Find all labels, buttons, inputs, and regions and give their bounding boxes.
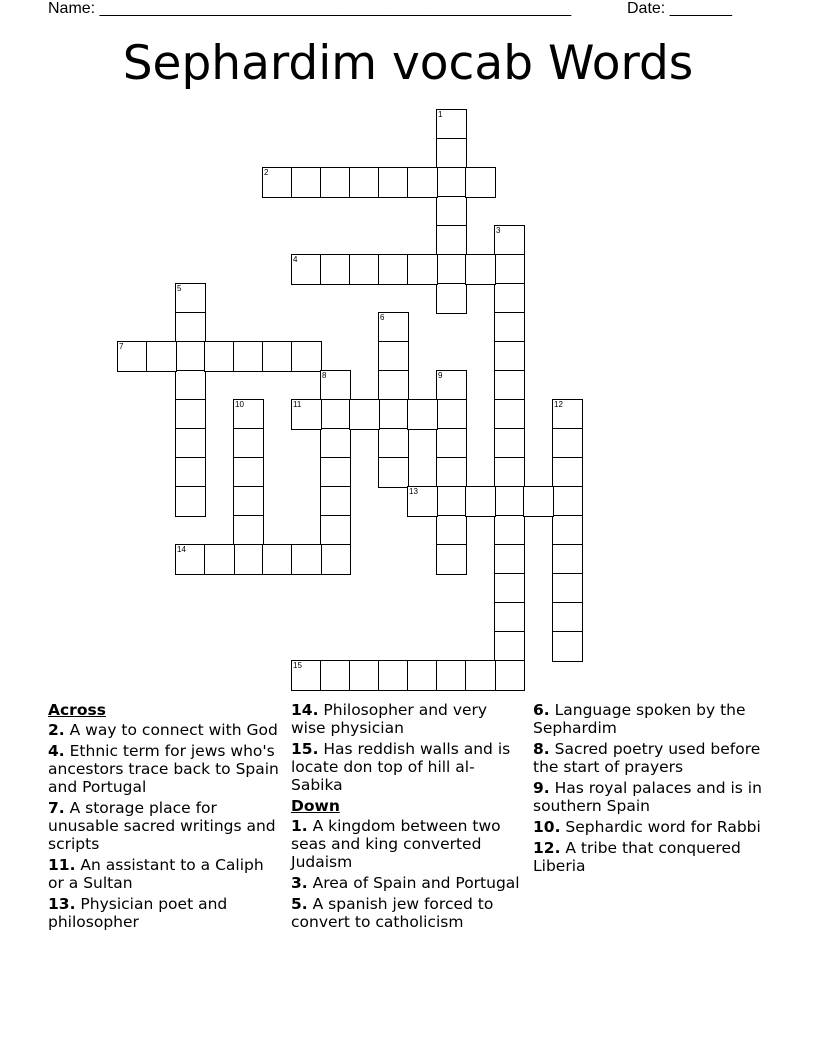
grid-cell[interactable] [407,399,438,430]
grid-cell[interactable] [291,341,322,372]
grid-cell[interactable] [378,457,409,488]
grid-cell[interactable] [494,428,525,459]
grid-cell[interactable] [320,428,351,459]
grid-cell[interactable] [349,660,380,691]
clue-text: Has royal palaces and is in southern Spain [533,779,762,815]
grid-cell[interactable] [262,167,293,198]
grid-cell[interactable] [320,544,351,575]
grid-cell[interactable] [465,486,496,517]
grid-cell[interactable] [436,399,467,430]
clue-down-6 [533,701,763,737]
cell-number: 5 [177,284,182,293]
grid-cell[interactable] [494,225,525,256]
grid-cell[interactable] [233,486,264,517]
grid-cell[interactable] [320,399,351,430]
grid-cell[interactable] [320,370,351,401]
clue-down-3 [291,874,526,892]
clue-down-1 [291,817,526,871]
grid-cell[interactable] [262,544,293,575]
grid-cell[interactable] [494,486,525,517]
clue-column-1 [48,701,283,934]
grid-cell[interactable] [378,341,409,372]
clue-number: 10. [533,818,561,836]
clue-down-10 [533,818,763,836]
clue-across-13 [48,895,283,931]
clue-text: A tribe that conquered Liberia [533,839,741,875]
grid-cell[interactable] [494,254,525,285]
cell-number: 15 [293,661,302,670]
cell-number: 6 [380,313,385,322]
grid-cell[interactable] [378,370,409,401]
grid-cell[interactable] [436,138,467,169]
clue-number: 4. [48,742,65,760]
grid-cell[interactable] [407,254,438,285]
cell-number: 12 [554,400,563,409]
cell-number: 11 [293,400,302,409]
grid-cell[interactable] [320,515,351,546]
grid-cell[interactable] [233,399,264,430]
clue-text: Language spoken by the Sephardim [533,701,746,737]
clue-text: A spanish jew forced to convert to catholicism [291,895,494,931]
clue-number: 2. [48,721,65,739]
clue-number: 5. [291,895,308,913]
clue-number: 13. [48,895,76,913]
grid-cell[interactable] [320,660,351,691]
grid-cell[interactable] [233,341,264,372]
clue-text: A kingdom between two seas and king converted Judaism [291,817,501,871]
grid-cell[interactable] [349,167,380,198]
clue-column-2 [291,701,526,934]
grid-cell[interactable] [552,544,583,575]
clue-text: A storage place for unusable sacred writings and scripts [48,799,276,853]
grid-cell[interactable] [175,370,206,401]
grid-cell[interactable] [552,399,583,430]
grid-cell[interactable] [494,312,525,343]
clue-text: Sephardic word for Rabbi [565,818,761,836]
clue-text: Area of Spain and Portugal [312,874,520,892]
grid-cell[interactable] [552,602,583,633]
cell-number: 3 [496,226,501,235]
grid-cell[interactable] [175,283,206,314]
clue-text: A way to connect with God [69,721,278,739]
grid-cell[interactable] [175,457,206,488]
cell-number: 4 [293,255,298,264]
grid-cell[interactable] [291,254,322,285]
cell-number: 1 [438,110,443,119]
grid-cell[interactable] [175,544,206,575]
cell-number: 8 [322,371,327,380]
grid-cell[interactable] [175,341,206,372]
page-title: Sephardim vocab Words [122,36,694,91]
grid-cell[interactable] [436,109,467,140]
cell-number: 14 [177,545,186,554]
grid-cell[interactable] [175,399,206,430]
cell-number: 7 [119,342,124,351]
grid-cell[interactable] [349,399,380,430]
grid-cell[interactable] [407,486,438,517]
clue-number: 12. [533,839,561,857]
grid-cell[interactable] [204,341,235,372]
grid-cell[interactable] [378,399,409,430]
grid-cell[interactable] [436,457,467,488]
cell-number: 10 [235,400,244,409]
grid-cell[interactable] [378,254,409,285]
name-field[interactable]: Name: _____________________________________________________ [48,0,572,17]
grid-cell[interactable] [436,370,467,401]
grid-cell[interactable] [494,341,525,372]
grid-cell[interactable] [494,544,525,575]
clue-number: 15. [291,740,319,758]
grid-cell[interactable] [436,254,467,285]
clue-across-15 [291,740,526,794]
clue-text: Has reddish walls and is locate don top of hill al-Sabika [291,740,511,794]
grid-cell[interactable] [320,457,351,488]
grid-cell[interactable] [552,631,583,662]
grid-cell[interactable] [494,283,525,314]
grid-cell[interactable] [262,341,293,372]
grid-cell[interactable] [233,515,264,546]
grid-cell[interactable] [204,544,235,575]
across-heading: Across [48,701,106,719]
grid-cell[interactable] [552,515,583,546]
grid-cell[interactable] [436,544,467,575]
grid-cell[interactable] [320,254,351,285]
grid-cell[interactable] [378,312,409,343]
down-heading: Down [291,797,340,815]
clue-down-9 [533,779,763,815]
grid-cell[interactable] [552,428,583,459]
grid-cell[interactable] [175,312,206,343]
clue-down-8 [533,740,763,776]
grid-cell[interactable] [436,515,467,546]
grid-cell[interactable] [436,660,467,691]
grid-cell[interactable] [494,515,525,546]
clue-number: 8. [533,740,550,758]
clue-across-2 [48,721,283,739]
grid-cell[interactable] [320,486,351,517]
cell-number: 9 [438,371,443,380]
grid-cell[interactable] [436,225,467,256]
grid-cell[interactable] [233,544,264,575]
grid-cell[interactable] [436,428,467,459]
clue-text: Philosopher and very wise physician [291,701,488,737]
clue-number: 14. [291,701,319,719]
grid-cell[interactable] [465,167,496,198]
grid-cell[interactable] [436,167,467,198]
grid-cell[interactable] [523,486,554,517]
grid-cell[interactable] [291,167,322,198]
grid-cell[interactable] [465,660,496,691]
grid-cell[interactable] [291,544,322,575]
grid-cell[interactable] [175,486,206,517]
clue-number: 11. [48,856,76,874]
grid-cell[interactable] [552,486,583,517]
grid-cell[interactable] [494,370,525,401]
clue-down-5 [291,895,526,931]
clue-number: 7. [48,799,65,817]
grid-cell[interactable] [407,167,438,198]
clue-column-3 [533,701,763,878]
cell-number: 13 [409,487,418,496]
grid-cell[interactable] [436,283,467,314]
clue-down-12 [533,839,763,875]
grid-cell[interactable] [291,399,322,430]
grid-cell[interactable] [291,660,322,691]
grid-cell[interactable] [175,428,206,459]
clue-text: Physician poet and philosopher [48,895,228,931]
date-field[interactable]: Date: _______ [627,0,732,17]
grid-cell[interactable] [494,660,525,691]
grid-cell[interactable] [233,428,264,459]
grid-cell[interactable] [465,254,496,285]
grid-cell[interactable] [378,167,409,198]
clue-number: 1. [291,817,308,835]
grid-cell[interactable] [378,660,409,691]
grid-cell[interactable] [494,399,525,430]
grid-cell[interactable] [349,254,380,285]
clue-number: 3. [291,874,308,892]
clue-text: An assistant to a Caliph or a Sultan [48,856,264,892]
grid-cell[interactable] [320,167,351,198]
grid-cell[interactable] [436,486,467,517]
grid-cell[interactable] [436,196,467,227]
grid-cell[interactable] [117,341,148,372]
grid-cell[interactable] [494,457,525,488]
clue-across-14 [291,701,526,737]
clue-across-7 [48,799,283,853]
cell-number: 2 [264,168,269,177]
grid-cell[interactable] [552,457,583,488]
grid-cell[interactable] [378,428,409,459]
grid-cell[interactable] [494,602,525,633]
clue-across-11 [48,856,283,892]
grid-cell[interactable] [233,457,264,488]
grid-cell[interactable] [552,573,583,604]
clue-text: Sacred poetry used before the start of prayers [533,740,761,776]
grid-cell[interactable] [494,573,525,604]
grid-cell[interactable] [407,660,438,691]
clue-across-4 [48,742,283,796]
clue-text: Ethnic term for jews who's ancestors trace back to Spain and Portugal [48,742,279,796]
grid-cell[interactable] [494,631,525,662]
clue-number: 9. [533,779,550,797]
grid-cell[interactable] [146,341,177,372]
clue-number: 6. [533,701,550,719]
